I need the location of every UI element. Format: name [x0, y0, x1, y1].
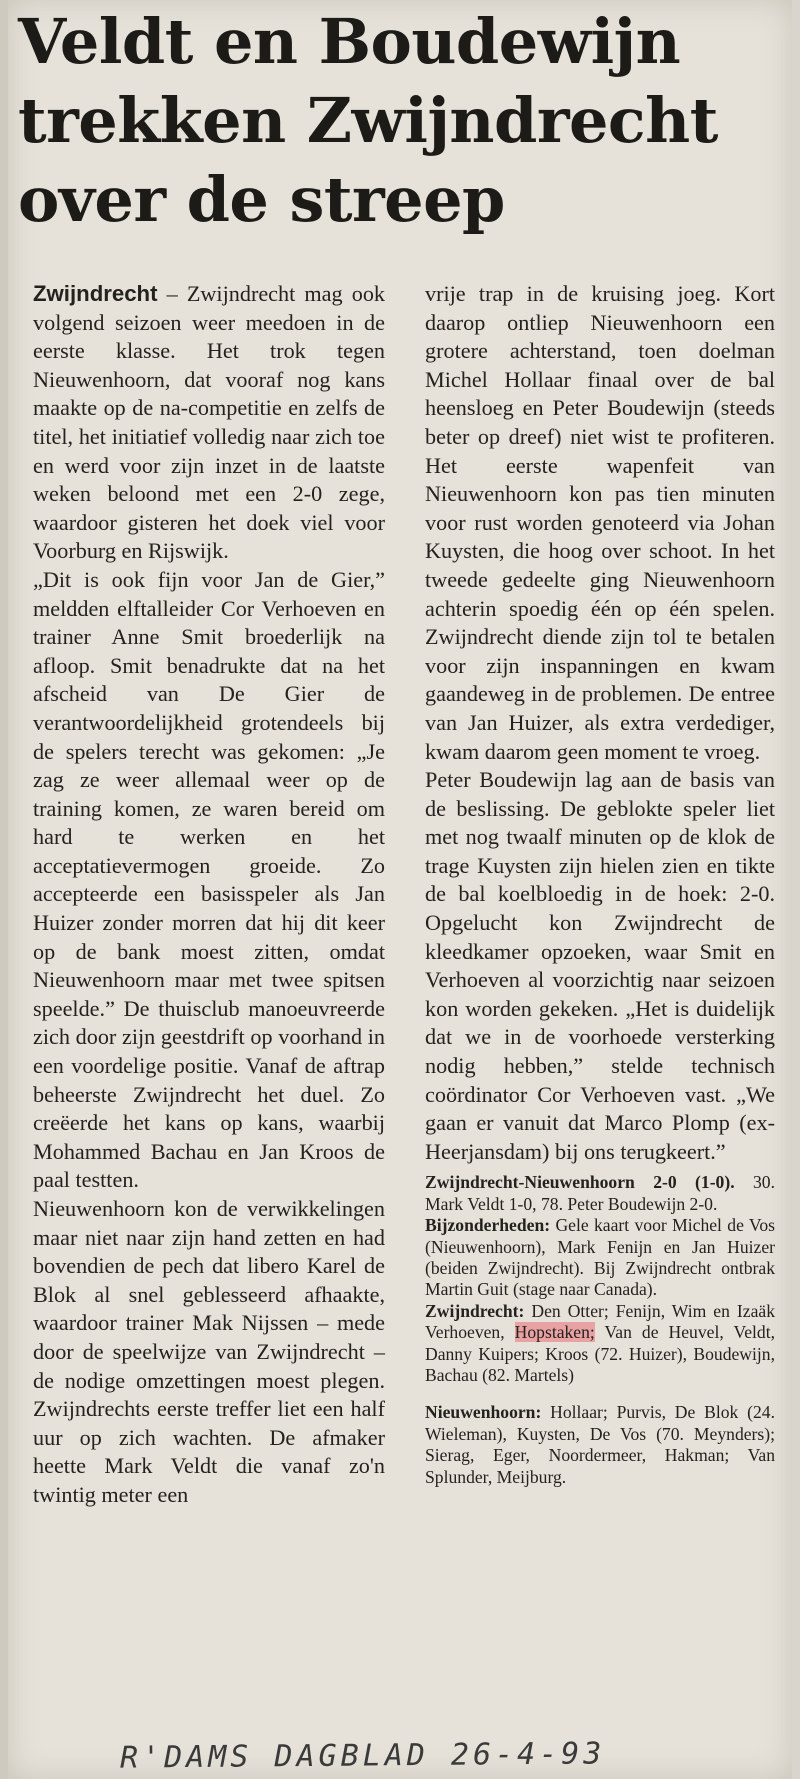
article-column-2 [425, 280, 775, 1488]
paragraph-text: – Zwijndrecht mag ook volgend seizoen weer meedoen in de eerste klasse. Het trok tegen Nieuwenhoorn, dat vooraf nog kans maakte op de na-competitie en zelfs de titel, het initiatief volledig naar zich toe en werd voor zijn inzet in de laatste weken beloond met een 2-0 zege, waardoor gisteren het doek viel voor Voorburg en Rijswijk. [33, 281, 386, 564]
paragraph [33, 280, 385, 566]
headline-line-2: trekken Zwijndrecht [18, 84, 718, 157]
article-column-1 [33, 280, 385, 1510]
score-label: Zwijndrecht-Nieuwenhoorn 2-0 (1-0). [425, 1172, 735, 1193]
team2-label: Nieuwenhoorn: [425, 1402, 542, 1423]
details-label: Bijzonderheden: [425, 1215, 551, 1236]
lineup-home [425, 1301, 775, 1387]
spacer [425, 1386, 775, 1402]
headline-line-3: over de streep [18, 163, 505, 236]
team1-text-a: Den Otter; Fenijn, Wim en Izaäk Verhoeven, [425, 1300, 775, 1343]
match-facts [425, 1172, 775, 1488]
scan-edge [0, 0, 8, 1779]
headline-line-1: Veldt en Boudewijn [18, 5, 681, 78]
score-line [425, 1172, 775, 1215]
team1-label: Zwijndrecht: [425, 1300, 525, 1321]
paragraph: Peter Boudewijn lag aan de basis van de beslissing. De geblokte speler liet met nog twaalf minuten op de klok de trage Kuysten zijn hielen zien en tikte de bal koelbloedig in de hoek: 2-0. Opgelucht kon Zwijndrecht de kleedkamer opzoeken, waar Smit en Verhoeven al voorzichtig naar seizoen kon worden gekeken. „Het is duidelijk dat we in de voorhoede versterking nodig hebben,” stelde technisch coördinator Cor Verhoeven vast. „We gaan er vanuit dat Marco Plomp (ex-Heerjansdam) bij ons terugkeert.” [425, 767, 775, 1164]
details-line [425, 1215, 775, 1301]
score-text: 30. Mark Veldt 1-0, 78. Peter Boudewijn 2-0. [425, 1172, 775, 1214]
paragraph: vrije trap in de kruising joeg. Kort daarop ontliep Nieuwenhoorn een grotere achterstand, toen doelman Michel Hollaar finaal over de bal heensloeg en Peter Boudewijn (steeds beter op dreef) niet wist te profiteren. Het eerste wapenfeit van Nieuwenhoorn kon pas tien minuten voor rust worden genoteerd via Johan Kuysten, die hoog over schoot. In het tweede gedeelte ging Nieuwenhoorn achterin spoedig één op één spelen. Zwijndrecht diende zijn tol te betalen voor zijn inspanningen en kwam gaandeweg in de problemen. De entree van Jan Huizer, als extra verdediger, kwam daarom geen moment te vroeg. [425, 281, 775, 764]
dateline: Zwijndrecht [33, 281, 158, 306]
team1-text-b: Van de Heuvel, Veldt, Danny Kuipers; Kroos (72. Huizer), Boudewijn, Bachau (82. Martels) [425, 1322, 775, 1386]
paragraph: Nieuwenhoorn kon de verwikkelingen maar niet naar zijn hand zetten en had bovendien de pech dat libero Karel de Blok al snel geblesseerd afhaakte, waardoor trainer Mak Nijssen – mede door de speelwijze van Zwijndrecht – de nodige omzettingen moest plegen. Zwijndrechts eerste treffer liet een half uur op zich wachten. De afmaker heette Mark Veldt die vanaf zo'n twintig meter een [33, 1196, 385, 1507]
details-text: Gele kaart voor Michel de Vos (Nieuwenhoorn), Mark Fenijn en Jan Huizer (beiden Zwijndrecht). Bij Zwijndrecht ontbrak Martin Guit (stage naar Canada). [425, 1215, 775, 1300]
headline [18, 2, 788, 239]
lineup-away [425, 1402, 775, 1488]
team2-text: Hollaar; Purvis, De Blok (24. Wieleman), Kuysten, De Vos (70. Meynders); Sierag, Eger, Noordermeer, Hakman; Van Splunder, Meijburg. [425, 1402, 775, 1487]
paragraph: „Dit is ook fijn voor Jan de Gier,” meldden elftalleider Cor Verhoeven en trainer Anne Smit broederlijk na afloop. Smit benadrukte dat na het afscheid van De Gier de verantwoordelijkheid grotendeels bij de spelers terecht was gekomen: „Je zag ze weer allemaal weer op de training komen, ze waren bereid om hard te werken en het acceptatievermogen groeide. Zo accepteerde een basisspeler als Jan Huizer zonder morren dat hij dit keer op de bank moest zitten, omdat Nieuwenhoorn maar met twee spitsen speelde.” De thuisclub manoeuvreerde zich door zijn geestdrift op voorhand in een voordelige positie. Vanaf de aftrap beheerste Zwijndrecht het duel. Zo creëerde het kans op kans, waarbij Mohammed Bachau en Jan Kroos de paal testten. [33, 566, 385, 1193]
handwritten-source-note: R'DAMS DAGBLAD 26-4-93 [119, 1736, 606, 1776]
highlighted-name: Hopstaken; [514, 1322, 595, 1343]
